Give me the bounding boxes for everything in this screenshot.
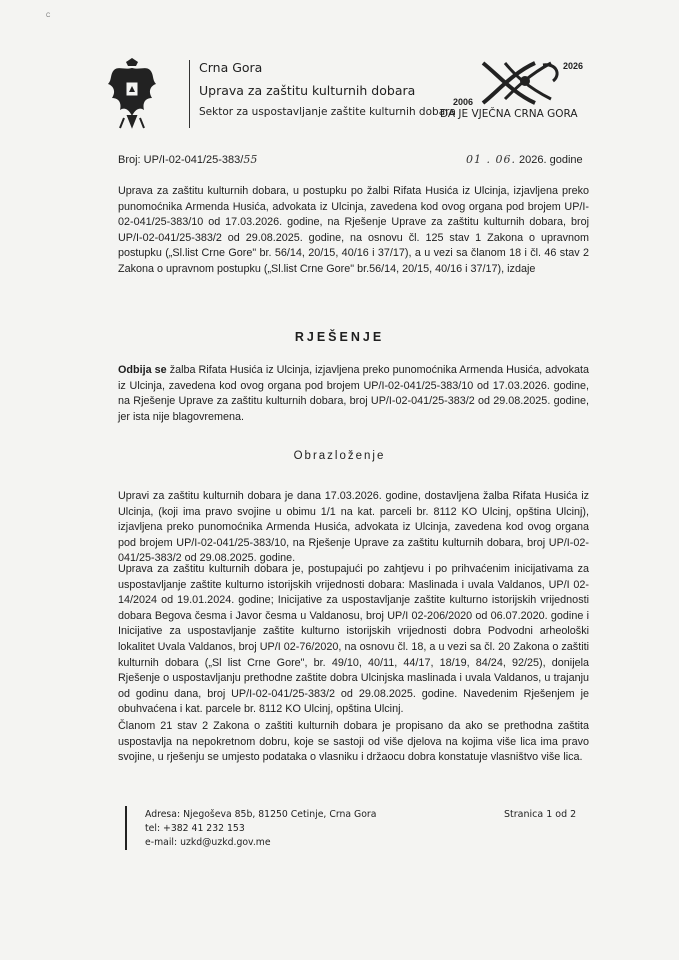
date-handwritten: 01 . 06.	[466, 153, 516, 166]
reference-prefix: Broj: UP/I-02-041/25-383/	[118, 154, 244, 166]
ruling-paragraph	[118, 363, 589, 425]
decision-title: RJEŠENJE	[294, 330, 385, 344]
coat-of-arms-icon	[106, 56, 158, 142]
sector-name: Sektor za uspostavljanje zaštite kulturnih dobara	[199, 106, 456, 118]
footer-email: e-mail: uzkd@uzkd.gov.me	[145, 837, 271, 848]
anniversary-year-right: 2026	[563, 61, 584, 71]
document-date	[466, 153, 583, 166]
reference-number	[118, 153, 257, 166]
footer-address: Adresa: Njegoševa 85b, 81250 Cetinje, Crna Gora	[145, 809, 377, 820]
reasoning-paragraph-2: Uprava za zaštitu kulturnih dobara je, postupajući po zahtjevu i po prihvaćenim inicijativama za uspostavljanje zaštite kulturno istorijskih vrijednosti dobara: Maslinada i uvala Valdanos, UP/I 02-14/2024 od 19.01.2024. godine; Inicijative za uspostavljanje zaštite kulturno istorijskih vrijednosti dobara Begova česma i Javor česma u Valdanosu, broj UP/I 02-206/2020 od 06.07.2020. godine i Inicijative za uspostavljanje zaštite kulturno istorijskih vrijednosti dobra Podvodni arheološki lokalitet Uvala Valdanos, broj UP/I 02-76/2020, na osnovu čl. 18, a u vezi sa čl. 20 Zakona o zaštiti kulturnih dobara („Sl list Crne Gore", br. 49/10, 40/11, 44/17, 18/19, 84/24, 92/25), donijela Rješenje o uspostavljanju prethodne zaštite dobra Ulcinjska maslinada i uvala Valdanos, u trajanju od godinu dana, broj UP/I-02-041/25-383/2 od 29.08.2025. godine. Navedenim Rješenjem je obuhvaćena i kat. parcele br. 8112 KO Ulcinj, opština Ulcinj.	[118, 563, 589, 716]
reference-handwritten-number: 55	[243, 153, 258, 166]
corner-mark: C	[46, 13, 51, 19]
date-suffix: 2026. godine	[515, 154, 583, 166]
ruling-lead: Odbija se	[118, 364, 167, 376]
reasoning-paragraph-1: Upravi za zaštitu kulturnih dobara je dana 17.03.2026. godine, dostavljena žalba Rifata Husića iz Ulcinja, (koji ima pravo svojine u obimu 1/1 na kat. parceli br. 8112 KO Ulcinj, opština Ulcinj), izjavljena preko punomoćnika Armenda Husića, advokata iz Ulcinja, zavedena kod ovog organa pod brojem UP/I-02-041/25-383/10, na Rješenje Uprave za zaštitu kulturnih dobara, broj UP/I-02-041/25-383/2 od 29.08.2025. godine.	[118, 490, 589, 565]
page-number: Stranica 1 od 2	[504, 809, 577, 820]
footer-phone: tel: +382 41 232 153	[145, 823, 245, 834]
ruling-text: žalba Rifata Husića iz Ulcinja, izjavljena preko punomoćnika Armenda Husića, advokata iz Ulcinja, zavedena kod ovog organa pod brojem UP/I-02-041/25-383/10 od 17.03.2026. godine, na Rješenje Uprave za zaštitu kulturnih dobara, broj UP/I-02-041/25-383/2 od 29.08.2025. godine, jer ista nije blagovremena.	[118, 364, 590, 423]
anniversary-motto: DA JE VJEČNA CRNA GORA	[440, 108, 578, 120]
footer-contact	[145, 808, 376, 850]
reasoning-title: Obrazloženje	[293, 450, 386, 462]
intro-paragraph: Uprava za zaštitu kulturnih dobara, u postupku po žalbi Rifata Husića iz Ulcinja, izjavljena preko punomoćnika Armenda Husića, advokata iz Ulcinja, zavedena kod ovog organa pod brojem UP/I-02-041/25-383/10 od 17.03.2026. godine, na Rješenje Uprave za zaštitu kulturnih dobara, broj UP/I-02-041/25-383/2 od 29.08.2025. godine, na osnovu čl. 125 stav 1 Zakona o upravnom postupku („Sl.list Crne Gore" br. 56/14, 20/15, 40/16 i 37/17), a u vezi sa članom 18 i čl. 46 stav 2 Zakona o upravnom postupku („Sl.list Crne Gore" br.56/14, 20/15, 40/16 i 37/17), izdaje	[118, 185, 589, 275]
reasoning-paragraph-3: Članom 21 stav 2 Zakona o zaštiti kulturnih dobara je propisano da ako se prethodna zaštita uspostavlja na nepokretnom dobru, koje se sastoji od više djelova na kojima više lica ima pravo svojine, u rješenju se umjesto podataka o vlasniku i držaocu dobra konstatuje vlasništvo više lica.	[118, 720, 589, 764]
agency-name: Uprava za zaštitu kulturnih dobara	[199, 83, 416, 98]
footer-divider	[125, 806, 127, 850]
country-name: Crna Gora	[199, 60, 263, 75]
header-divider	[189, 60, 190, 128]
anniversary-year-left: 2006	[453, 97, 474, 107]
